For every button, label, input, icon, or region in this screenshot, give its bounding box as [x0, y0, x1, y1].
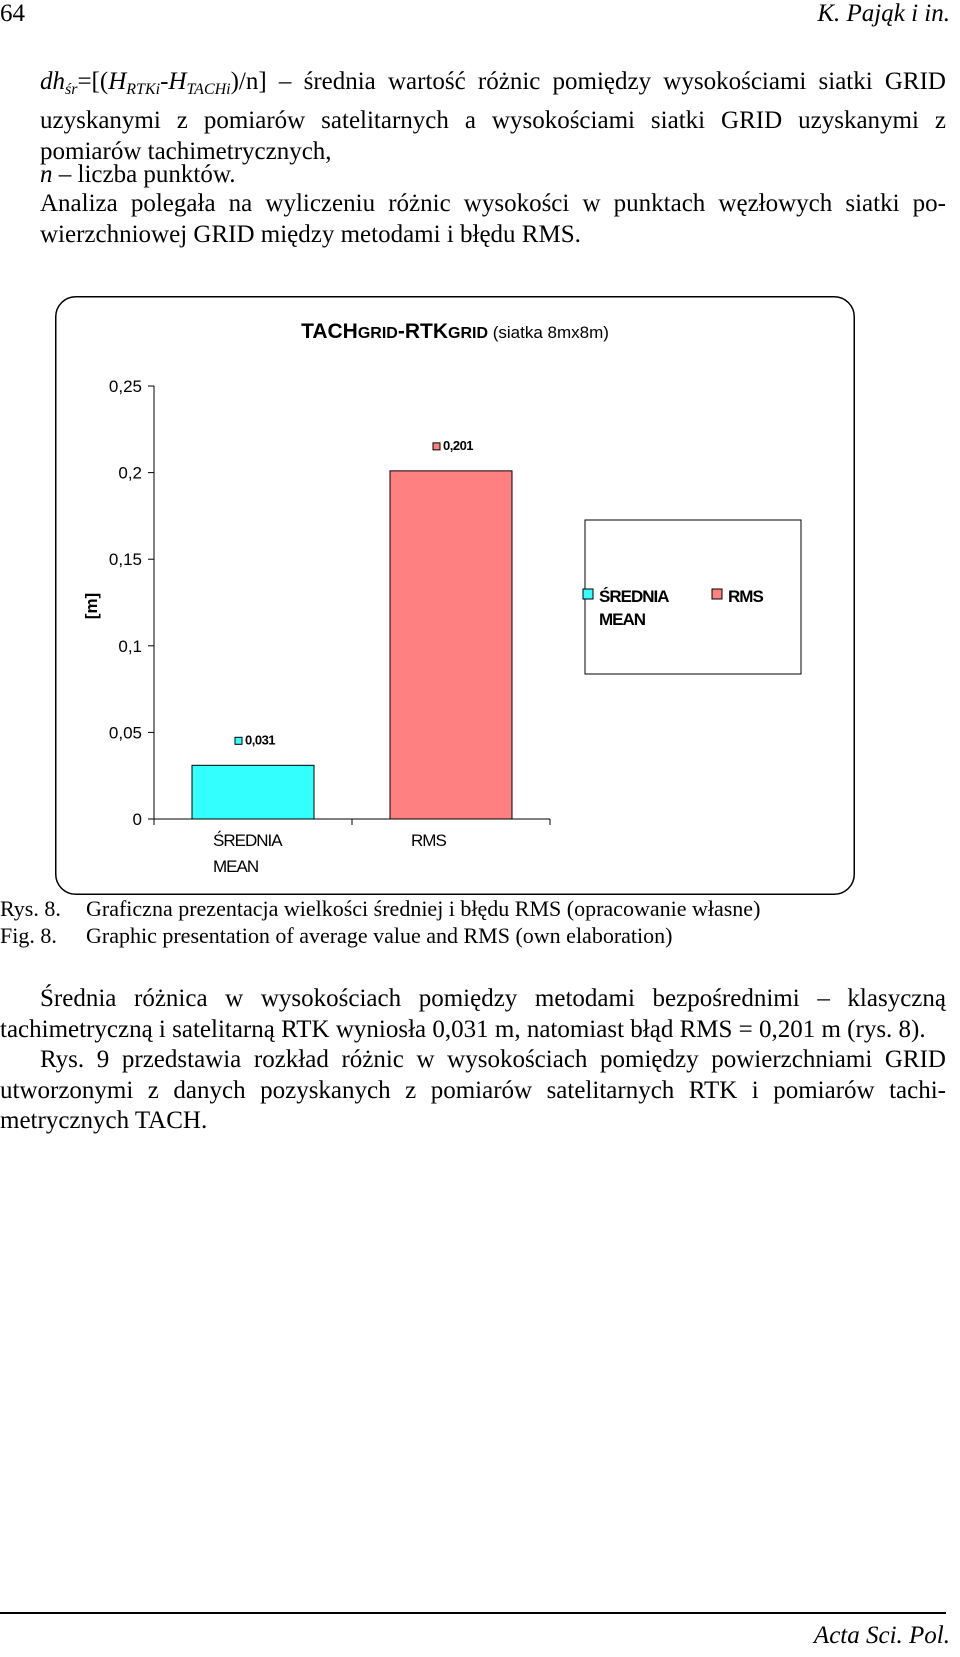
caption-text-pl: Graficzna prezentacja wielkości średniej i błędu RMS (opracowanie własne) [86, 896, 761, 921]
legend-label: RMS [728, 587, 763, 606]
y-tick-label: 0,1 [118, 636, 142, 656]
y-tick-label: 0,25 [108, 377, 142, 396]
formula-subscript-rtki: RTKi [126, 81, 161, 98]
formula-symbol-h-tach: H [168, 68, 187, 95]
n-symbol: n [40, 161, 53, 188]
data-label-marker [235, 737, 242, 744]
body-paragraph-2: Rys. 9 przedstawia rozkład różnic w wysokościach pomiędzy powierzchniami GRID utworzonymi z danych pozyskanych z pomiarów satelitarnych RTK i pomiarów tachimetrycznych TACH. [0, 1046, 946, 1134]
y-tick-label: 0,05 [108, 723, 142, 743]
y-tick-label: 0 [132, 810, 142, 829]
caption-text-en: Graphic presentation of average value and RMS (own elaboration) [86, 923, 673, 948]
formula-tail: )/n] [230, 68, 267, 95]
y-tick-label: 0,15 [108, 550, 142, 570]
data-label: 0,031 [245, 732, 276, 748]
formula-definition [40, 66, 946, 167]
x-tick-label: ŚREDNIA [213, 831, 282, 850]
formula-symbol-dh: dh [40, 68, 65, 95]
chart-title: TACHGRID-RTKGRID (siatka 8mx8m) [301, 320, 609, 343]
formula-minus: - [160, 68, 169, 95]
formula-subscript-tachi: TACHi [186, 81, 231, 98]
analysis-paragraph: Analiza polegała na wyliczeniu różnic wysokości w punktach węzłowych siatki powierzchniowej GRID między metodami i błędu RMS. [40, 190, 946, 248]
x-tick-label: MEAN [213, 857, 259, 876]
bar [192, 765, 314, 819]
y-axis-label: [m] [82, 592, 101, 620]
bar-chart [55, 296, 855, 896]
figure-caption-en [0, 921, 672, 950]
legend-swatch [712, 589, 722, 599]
body-paragraph-1: Średnia różnica w wysokościach pomiędzy metodami bezpośrednimi – klasyczną tachimetryczną i satelitarną RTK wyniosła 0,031 m, natomiast błąd RMS = 0,201 m (rys. 8). [0, 985, 946, 1043]
x-tick-label: RMS [411, 831, 446, 850]
n-definition [40, 159, 946, 190]
y-tick-label: 0,2 [118, 463, 142, 483]
body-text [0, 984, 946, 1137]
footer-journal: Acta Sci. Pol. [813, 1622, 950, 1649]
running-header-authors: K. Pająk i in. [817, 0, 950, 27]
formula-equals: =[( [77, 68, 109, 95]
legend-swatch [583, 589, 593, 599]
figure-caption-pl [0, 894, 760, 923]
legend-label: ŚREDNIA [599, 587, 669, 606]
caption-label-rys: Rys. 8. [0, 896, 61, 921]
formula-description: – średnia wartość różnic pomiędzy wysokościami siatki GRID uzyskanymi z pomiarów satelitarnych a wysokościami siatki GRID uzyskanymi z pomiarów tachimetrycznych, [40, 68, 946, 165]
n-description: – liczba punktów. [52, 161, 236, 188]
page-number: 64 [0, 0, 25, 27]
data-label-marker [433, 443, 440, 450]
formula-subscript-sr: śr [65, 81, 78, 98]
data-label: 0,201 [443, 437, 474, 453]
caption-label-fig: Fig. 8. [0, 923, 57, 948]
bar [390, 471, 512, 819]
formula-symbol-h-rtk: H [108, 68, 127, 95]
legend-label: MEAN [599, 610, 646, 629]
footer-rule [0, 1612, 946, 1614]
chart-legend [583, 520, 801, 674]
